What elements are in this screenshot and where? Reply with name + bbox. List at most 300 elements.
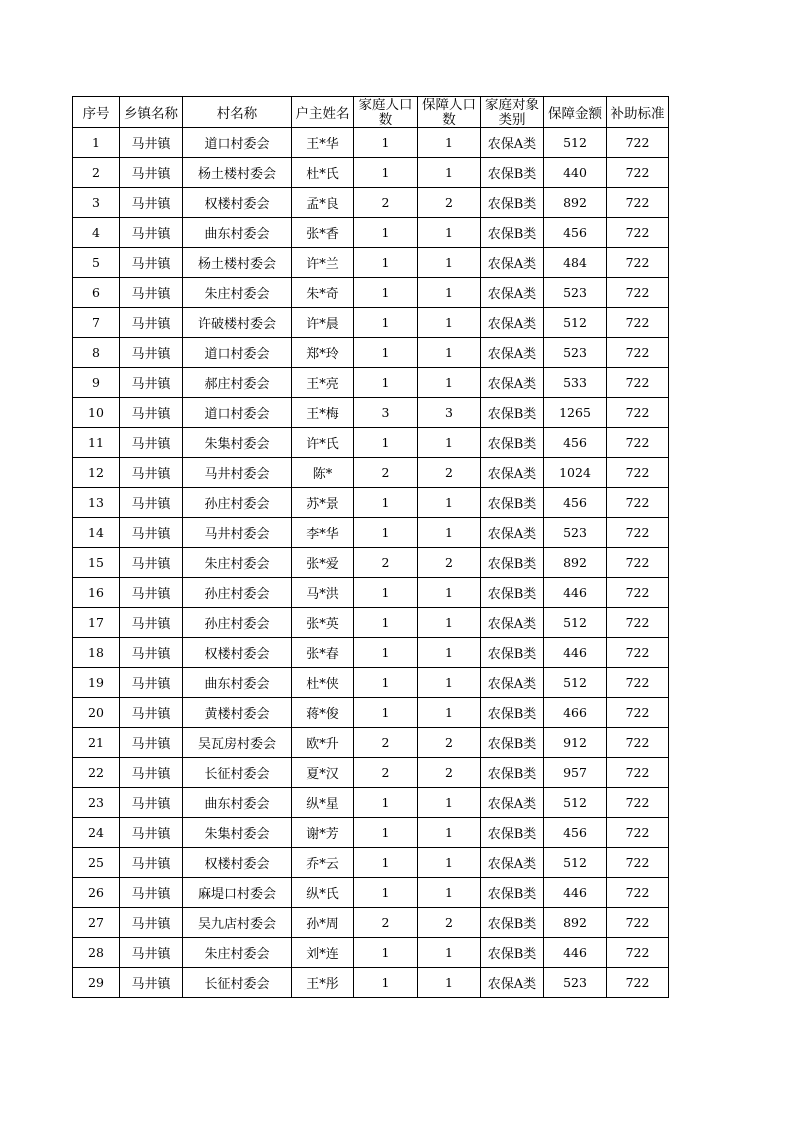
- cell-standard: 722: [607, 818, 669, 848]
- cell-householder: 张*爱: [292, 548, 354, 578]
- cell-standard: 722: [607, 938, 669, 968]
- cell-covered-size: 1: [418, 278, 481, 308]
- cell-index: 4: [73, 218, 120, 248]
- cell-covered-size: 1: [418, 608, 481, 638]
- cell-standard: 722: [607, 158, 669, 188]
- cell-index: 9: [73, 368, 120, 398]
- table-row: [73, 368, 669, 398]
- cell-standard: 722: [607, 668, 669, 698]
- cell-householder: 朱*奇: [292, 278, 354, 308]
- cell-family-size: 1: [354, 158, 418, 188]
- cell-township: 马井镇: [120, 488, 183, 518]
- cell-amount: 456: [544, 218, 607, 248]
- cell-village: 许破楼村委会: [183, 308, 292, 338]
- cell-householder: 杜*侠: [292, 668, 354, 698]
- cell-amount: 484: [544, 248, 607, 278]
- cell-index: 7: [73, 308, 120, 338]
- cell-standard: 722: [607, 398, 669, 428]
- cell-category: 农保B类: [481, 398, 544, 428]
- cell-family-size: 1: [354, 848, 418, 878]
- cell-category: 农保A类: [481, 788, 544, 818]
- cell-householder: 王*彤: [292, 968, 354, 998]
- cell-covered-size: 1: [418, 488, 481, 518]
- cell-township: 马井镇: [120, 848, 183, 878]
- cell-township: 马井镇: [120, 128, 183, 158]
- table-row: [73, 518, 669, 548]
- col-header-amount: 保障金额: [544, 97, 607, 128]
- cell-family-size: 1: [354, 608, 418, 638]
- cell-standard: 722: [607, 488, 669, 518]
- cell-township: 马井镇: [120, 638, 183, 668]
- cell-amount: 892: [544, 548, 607, 578]
- col-header-township: 乡镇名称: [120, 97, 183, 128]
- cell-township: 马井镇: [120, 908, 183, 938]
- cell-township: 马井镇: [120, 578, 183, 608]
- cell-covered-size: 1: [418, 878, 481, 908]
- cell-family-size: 1: [354, 428, 418, 458]
- cell-index: 1: [73, 128, 120, 158]
- cell-village: 孙庄村委会: [183, 488, 292, 518]
- cell-index: 26: [73, 878, 120, 908]
- cell-category: 农保B类: [481, 698, 544, 728]
- cell-amount: 892: [544, 908, 607, 938]
- cell-standard: 722: [607, 968, 669, 998]
- table-row: [73, 278, 669, 308]
- cell-index: 5: [73, 248, 120, 278]
- cell-covered-size: 1: [418, 848, 481, 878]
- cell-householder: 乔*云: [292, 848, 354, 878]
- cell-index: 10: [73, 398, 120, 428]
- cell-family-size: 1: [354, 128, 418, 158]
- cell-category: 农保A类: [481, 968, 544, 998]
- cell-family-size: 1: [354, 338, 418, 368]
- cell-amount: 512: [544, 608, 607, 638]
- table-row: [73, 158, 669, 188]
- cell-covered-size: 2: [418, 758, 481, 788]
- cell-category: 农保A类: [481, 308, 544, 338]
- cell-amount: 440: [544, 158, 607, 188]
- cell-householder: 陈*: [292, 458, 354, 488]
- cell-index: 18: [73, 638, 120, 668]
- cell-covered-size: 3: [418, 398, 481, 428]
- cell-family-size: 1: [354, 788, 418, 818]
- cell-amount: 466: [544, 698, 607, 728]
- cell-village: 曲东村委会: [183, 668, 292, 698]
- cell-township: 马井镇: [120, 818, 183, 848]
- cell-householder: 马*洪: [292, 578, 354, 608]
- cell-standard: 722: [607, 278, 669, 308]
- cell-standard: 722: [607, 728, 669, 758]
- table-row: [73, 218, 669, 248]
- cell-standard: 722: [607, 638, 669, 668]
- cell-family-size: 1: [354, 938, 418, 968]
- col-header-covered-size: [418, 97, 481, 128]
- cell-covered-size: 1: [418, 338, 481, 368]
- table-row: [73, 428, 669, 458]
- cell-covered-size: 1: [418, 308, 481, 338]
- cell-village: 道口村委会: [183, 128, 292, 158]
- cell-householder: 孙*周: [292, 908, 354, 938]
- cell-amount: 512: [544, 128, 607, 158]
- col-header-family-size-text: 家庭人口数: [358, 98, 413, 127]
- table-row: [73, 818, 669, 848]
- cell-family-size: 2: [354, 728, 418, 758]
- cell-family-size: 1: [354, 308, 418, 338]
- cell-village: 长征村委会: [183, 968, 292, 998]
- cell-index: 8: [73, 338, 120, 368]
- cell-standard: 722: [607, 788, 669, 818]
- cell-village: 黄楼村委会: [183, 698, 292, 728]
- cell-standard: 722: [607, 758, 669, 788]
- cell-standard: 722: [607, 878, 669, 908]
- cell-index: 15: [73, 548, 120, 578]
- cell-amount: 512: [544, 788, 607, 818]
- cell-family-size: 1: [354, 518, 418, 548]
- cell-amount: 1024: [544, 458, 607, 488]
- table-row: [73, 878, 669, 908]
- cell-family-size: 2: [354, 758, 418, 788]
- cell-category: 农保B类: [481, 488, 544, 518]
- relief-recipient-table: [72, 96, 669, 998]
- cell-category: 农保B类: [481, 818, 544, 848]
- table-row: [73, 548, 669, 578]
- cell-covered-size: 1: [418, 818, 481, 848]
- cell-covered-size: 1: [418, 428, 481, 458]
- cell-amount: 512: [544, 308, 607, 338]
- table-row: [73, 578, 669, 608]
- cell-category: 农保B类: [481, 158, 544, 188]
- cell-index: 6: [73, 278, 120, 308]
- cell-standard: 722: [607, 518, 669, 548]
- cell-standard: 722: [607, 548, 669, 578]
- table-row: [73, 788, 669, 818]
- cell-village: 孙庄村委会: [183, 578, 292, 608]
- cell-village: 吴九店村委会: [183, 908, 292, 938]
- cell-category: 农保A类: [481, 248, 544, 278]
- cell-standard: 722: [607, 578, 669, 608]
- col-header-family-size: [354, 97, 418, 128]
- cell-township: 马井镇: [120, 608, 183, 638]
- table-row: [73, 608, 669, 638]
- cell-family-size: 1: [354, 668, 418, 698]
- cell-family-size: 2: [354, 188, 418, 218]
- col-header-category: [481, 97, 544, 128]
- cell-township: 马井镇: [120, 368, 183, 398]
- cell-standard: 722: [607, 128, 669, 158]
- table-row: [73, 248, 669, 278]
- cell-covered-size: 2: [418, 458, 481, 488]
- cell-standard: 722: [607, 698, 669, 728]
- cell-township: 马井镇: [120, 548, 183, 578]
- cell-township: 马井镇: [120, 698, 183, 728]
- cell-amount: 523: [544, 338, 607, 368]
- cell-index: 20: [73, 698, 120, 728]
- cell-village: 长征村委会: [183, 758, 292, 788]
- cell-index: 13: [73, 488, 120, 518]
- cell-family-size: 2: [354, 548, 418, 578]
- cell-amount: 446: [544, 938, 607, 968]
- cell-village: 杨土楼村委会: [183, 158, 292, 188]
- cell-covered-size: 1: [418, 788, 481, 818]
- cell-amount: 892: [544, 188, 607, 218]
- table-row: [73, 758, 669, 788]
- col-header-standard: 补助标准: [607, 97, 669, 128]
- cell-householder: 许*兰: [292, 248, 354, 278]
- cell-householder: 孟*良: [292, 188, 354, 218]
- cell-village: 朱庄村委会: [183, 278, 292, 308]
- cell-family-size: 2: [354, 908, 418, 938]
- col-header-category-text: 家庭对象类别: [485, 98, 539, 127]
- cell-village: 道口村委会: [183, 398, 292, 428]
- cell-householder: 欧*升: [292, 728, 354, 758]
- cell-village: 杨土楼村委会: [183, 248, 292, 278]
- table-row: [73, 398, 669, 428]
- table-row: [73, 338, 669, 368]
- cell-covered-size: 1: [418, 698, 481, 728]
- cell-index: 22: [73, 758, 120, 788]
- cell-family-size: 1: [354, 698, 418, 728]
- cell-covered-size: 1: [418, 668, 481, 698]
- cell-category: 农保A类: [481, 608, 544, 638]
- cell-village: 郝庄村委会: [183, 368, 292, 398]
- cell-covered-size: 1: [418, 638, 481, 668]
- cell-family-size: 1: [354, 218, 418, 248]
- cell-category: 农保A类: [481, 128, 544, 158]
- table-row: [73, 308, 669, 338]
- cell-standard: 722: [607, 248, 669, 278]
- cell-family-size: 1: [354, 488, 418, 518]
- cell-township: 马井镇: [120, 458, 183, 488]
- cell-village: 麻堤口村委会: [183, 878, 292, 908]
- cell-standard: 722: [607, 458, 669, 488]
- cell-covered-size: 2: [418, 548, 481, 578]
- cell-family-size: 2: [354, 458, 418, 488]
- cell-township: 马井镇: [120, 338, 183, 368]
- cell-covered-size: 1: [418, 128, 481, 158]
- cell-index: 14: [73, 518, 120, 548]
- cell-householder: 纵*星: [292, 788, 354, 818]
- cell-category: 农保B类: [481, 188, 544, 218]
- cell-index: 16: [73, 578, 120, 608]
- cell-householder: 谢*芳: [292, 818, 354, 848]
- cell-householder: 蒋*俊: [292, 698, 354, 728]
- cell-householder: 刘*连: [292, 938, 354, 968]
- cell-family-size: 1: [354, 878, 418, 908]
- table-body: [73, 128, 669, 998]
- cell-covered-size: 2: [418, 188, 481, 218]
- col-header-householder: 户主姓名: [292, 97, 354, 128]
- cell-amount: 456: [544, 488, 607, 518]
- cell-category: 农保A类: [481, 458, 544, 488]
- cell-householder: 李*华: [292, 518, 354, 548]
- cell-village: 曲东村委会: [183, 218, 292, 248]
- cell-village: 道口村委会: [183, 338, 292, 368]
- cell-standard: 722: [607, 848, 669, 878]
- cell-householder: 夏*汉: [292, 758, 354, 788]
- table-row: [73, 668, 669, 698]
- cell-family-size: 1: [354, 368, 418, 398]
- cell-category: 农保B类: [481, 728, 544, 758]
- cell-category: 农保B类: [481, 218, 544, 248]
- cell-householder: 王*华: [292, 128, 354, 158]
- cell-family-size: 1: [354, 278, 418, 308]
- cell-standard: 722: [607, 368, 669, 398]
- cell-township: 马井镇: [120, 668, 183, 698]
- cell-township: 马井镇: [120, 938, 183, 968]
- cell-index: 11: [73, 428, 120, 458]
- cell-township: 马井镇: [120, 278, 183, 308]
- cell-index: 21: [73, 728, 120, 758]
- cell-township: 马井镇: [120, 788, 183, 818]
- cell-family-size: 3: [354, 398, 418, 428]
- cell-covered-size: 2: [418, 908, 481, 938]
- table-row: [73, 638, 669, 668]
- col-header-covered-size-text: 保障人口数: [422, 98, 476, 127]
- cell-standard: 722: [607, 308, 669, 338]
- cell-amount: 446: [544, 638, 607, 668]
- cell-index: 23: [73, 788, 120, 818]
- cell-householder: 王*亮: [292, 368, 354, 398]
- cell-category: 农保B类: [481, 908, 544, 938]
- cell-township: 马井镇: [120, 518, 183, 548]
- cell-family-size: 1: [354, 248, 418, 278]
- cell-covered-size: 1: [418, 968, 481, 998]
- cell-standard: 722: [607, 908, 669, 938]
- cell-township: 马井镇: [120, 428, 183, 458]
- cell-amount: 456: [544, 428, 607, 458]
- cell-index: 12: [73, 458, 120, 488]
- cell-village: 马井村委会: [183, 518, 292, 548]
- table-row: [73, 848, 669, 878]
- cell-family-size: 1: [354, 818, 418, 848]
- cell-category: 农保A类: [481, 338, 544, 368]
- cell-amount: 1265: [544, 398, 607, 428]
- cell-householder: 张*香: [292, 218, 354, 248]
- cell-amount: 912: [544, 728, 607, 758]
- cell-standard: 722: [607, 428, 669, 458]
- cell-township: 马井镇: [120, 308, 183, 338]
- cell-category: 农保B类: [481, 878, 544, 908]
- cell-category: 农保B类: [481, 428, 544, 458]
- cell-index: 27: [73, 908, 120, 938]
- cell-village: 朱集村委会: [183, 818, 292, 848]
- cell-township: 马井镇: [120, 188, 183, 218]
- cell-family-size: 1: [354, 578, 418, 608]
- cell-covered-size: 1: [418, 518, 481, 548]
- cell-covered-size: 1: [418, 158, 481, 188]
- cell-category: 农保A类: [481, 668, 544, 698]
- cell-index: 3: [73, 188, 120, 218]
- cell-covered-size: 1: [418, 578, 481, 608]
- cell-householder: 王*梅: [292, 398, 354, 428]
- cell-township: 马井镇: [120, 878, 183, 908]
- cell-householder: 杜*氏: [292, 158, 354, 188]
- cell-standard: 722: [607, 338, 669, 368]
- cell-amount: 446: [544, 878, 607, 908]
- cell-village: 权楼村委会: [183, 848, 292, 878]
- cell-category: 农保A类: [481, 848, 544, 878]
- cell-standard: 722: [607, 188, 669, 218]
- cell-index: 19: [73, 668, 120, 698]
- col-header-village: 村名称: [183, 97, 292, 128]
- cell-family-size: 1: [354, 638, 418, 668]
- cell-village: 吴瓦房村委会: [183, 728, 292, 758]
- cell-index: 24: [73, 818, 120, 848]
- cell-covered-size: 1: [418, 368, 481, 398]
- cell-category: 农保B类: [481, 758, 544, 788]
- cell-index: 25: [73, 848, 120, 878]
- table-row: [73, 938, 669, 968]
- cell-householder: 纵*氏: [292, 878, 354, 908]
- cell-householder: 许*晨: [292, 308, 354, 338]
- cell-covered-size: 1: [418, 218, 481, 248]
- cell-category: 农保A类: [481, 368, 544, 398]
- cell-amount: 523: [544, 518, 607, 548]
- cell-amount: 456: [544, 818, 607, 848]
- table-row: [73, 728, 669, 758]
- cell-index: 2: [73, 158, 120, 188]
- table-row: [73, 488, 669, 518]
- cell-category: 农保B类: [481, 548, 544, 578]
- cell-category: 农保B类: [481, 578, 544, 608]
- cell-standard: 722: [607, 608, 669, 638]
- cell-householder: 郑*玲: [292, 338, 354, 368]
- cell-covered-size: 1: [418, 248, 481, 278]
- cell-householder: 张*英: [292, 608, 354, 638]
- cell-village: 马井村委会: [183, 458, 292, 488]
- cell-village: 权楼村委会: [183, 638, 292, 668]
- cell-village: 朱集村委会: [183, 428, 292, 458]
- cell-index: 28: [73, 938, 120, 968]
- table-row: [73, 188, 669, 218]
- cell-standard: 722: [607, 218, 669, 248]
- col-header-index: 序号: [73, 97, 120, 128]
- cell-amount: 957: [544, 758, 607, 788]
- cell-index: 29: [73, 968, 120, 998]
- cell-covered-size: 1: [418, 938, 481, 968]
- table-row: [73, 128, 669, 158]
- cell-township: 马井镇: [120, 758, 183, 788]
- cell-township: 马井镇: [120, 158, 183, 188]
- cell-township: 马井镇: [120, 728, 183, 758]
- cell-category: 农保A类: [481, 518, 544, 548]
- cell-householder: 许*氏: [292, 428, 354, 458]
- cell-family-size: 1: [354, 968, 418, 998]
- cell-amount: 523: [544, 278, 607, 308]
- cell-category: 农保A类: [481, 278, 544, 308]
- cell-amount: 512: [544, 848, 607, 878]
- cell-village: 曲东村委会: [183, 788, 292, 818]
- table-row: [73, 908, 669, 938]
- cell-village: 朱庄村委会: [183, 938, 292, 968]
- table-row: [73, 698, 669, 728]
- cell-amount: 523: [544, 968, 607, 998]
- cell-amount: 533: [544, 368, 607, 398]
- cell-township: 马井镇: [120, 968, 183, 998]
- table-row: [73, 968, 669, 998]
- table-row: [73, 458, 669, 488]
- cell-village: 朱庄村委会: [183, 548, 292, 578]
- header-row: [73, 97, 669, 128]
- cell-covered-size: 2: [418, 728, 481, 758]
- cell-amount: 512: [544, 668, 607, 698]
- cell-township: 马井镇: [120, 218, 183, 248]
- cell-township: 马井镇: [120, 398, 183, 428]
- cell-village: 孙庄村委会: [183, 608, 292, 638]
- cell-category: 农保B类: [481, 938, 544, 968]
- cell-village: 权楼村委会: [183, 188, 292, 218]
- cell-householder: 张*春: [292, 638, 354, 668]
